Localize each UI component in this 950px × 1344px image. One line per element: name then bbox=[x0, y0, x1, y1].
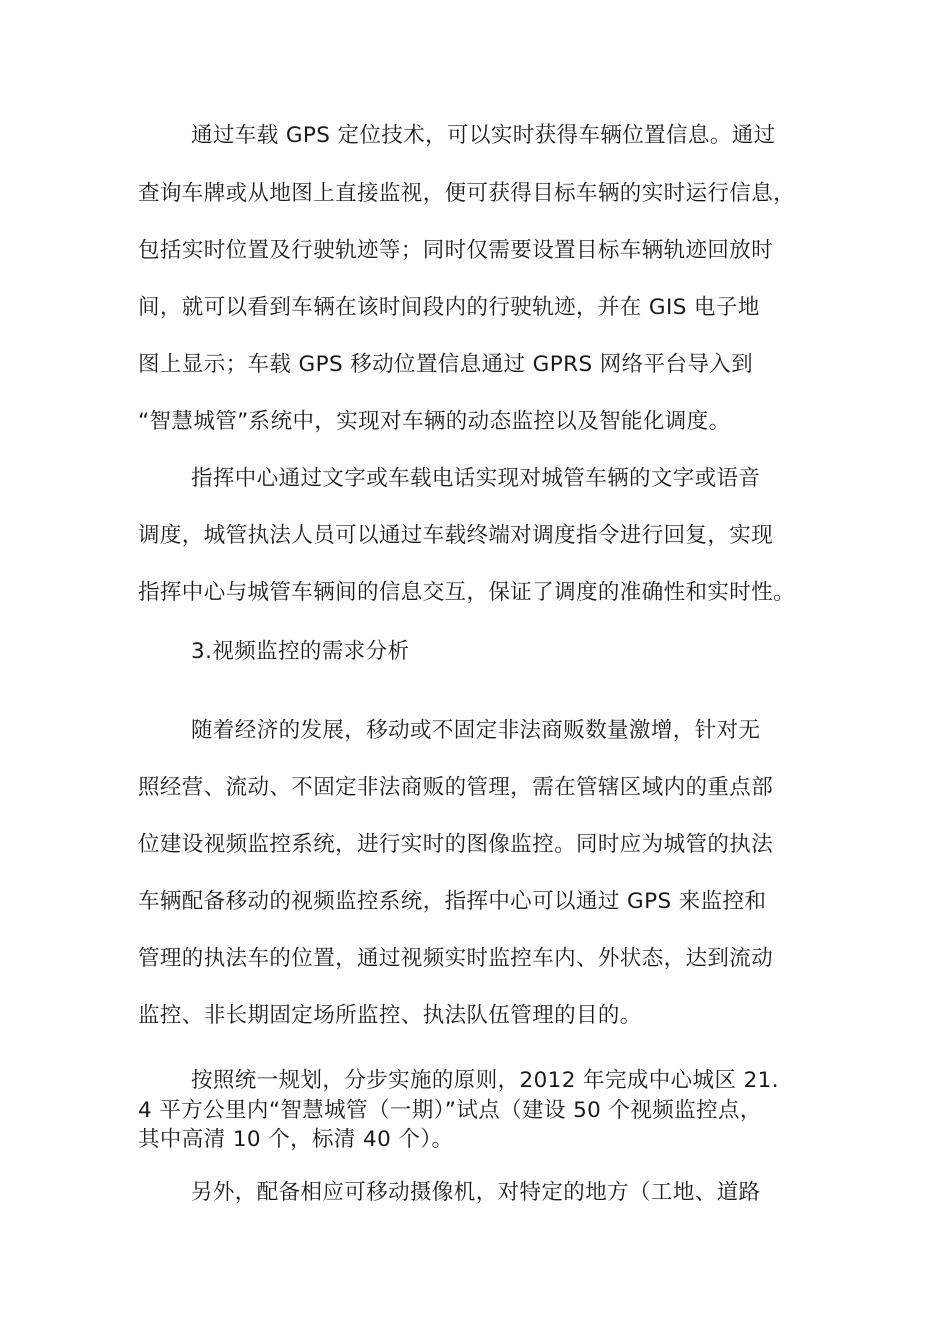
text-line: 指挥中心通过文字或车载电话实现对城管车辆的文字或语音 bbox=[191, 466, 761, 491]
section-heading: 3.视频监控的需求分析 bbox=[191, 639, 410, 664]
text-line: 车辆配备移动的视频监控系统，指挥中心可以通过 GPS 来监控和 bbox=[138, 889, 767, 914]
text-line: 管理的执法车的位置，通过视频实时监控车内、外状态，达到流动 bbox=[138, 946, 774, 971]
text-line: 查询车牌或从地图上直接监视，便可获得目标车辆的实时运行信息， bbox=[138, 181, 796, 206]
text-line: 其中高清 10 个，标清 40 个）。 bbox=[138, 1127, 454, 1152]
text-line: 按照统一规划，分步实施的原则，2012 年完成中心城区 21. bbox=[191, 1068, 779, 1093]
text-line: 间，就可以看到车辆在该时间段内的行驶轨迹，并在 GIS 电子地 bbox=[138, 295, 760, 320]
text-line: 包括实时位置及行驶轨迹等；同时仅需要设置目标车辆轨迹回放时 bbox=[138, 238, 774, 263]
text-line: 位建设视频监控系统，进行实时的图像监控。同时应为城管的执法 bbox=[138, 832, 774, 857]
text-line: 随着经济的发展，移动或不固定非法商贩数量激增，针对无 bbox=[191, 718, 761, 743]
text-line: 另外，配备相应可移动摄像机，对特定的地方（工地、道路 bbox=[191, 1180, 761, 1205]
text-line: 照经营、流动、不固定非法商贩的管理，需在管辖区域内的重点部 bbox=[138, 775, 774, 800]
text-line: 调度，城管执法人员可以通过车载终端对调度指令进行回复，实现 bbox=[138, 523, 774, 548]
text-line: 指挥中心与城管车辆间的信息交互，保证了调度的准确性和实时性。 bbox=[138, 580, 796, 605]
text-line: 监控、非长期固定场所监控、执法队伍管理的目的。 bbox=[138, 1003, 642, 1028]
text-line: 图上显示；车载 GPS 移动位置信息通过 GPRS 网络平台导入到 bbox=[138, 352, 754, 377]
text-line: 4 平方公里内“智慧城管（一期）”试点（建设 50 个视频监控点， bbox=[138, 1098, 762, 1123]
text-line: “智慧城管”系统中，实现对车辆的动态监控以及智能化调度。 bbox=[138, 409, 731, 434]
text-line: 通过车载 GPS 定位技术，可以实时获得车辆位置信息。通过 bbox=[191, 123, 776, 148]
